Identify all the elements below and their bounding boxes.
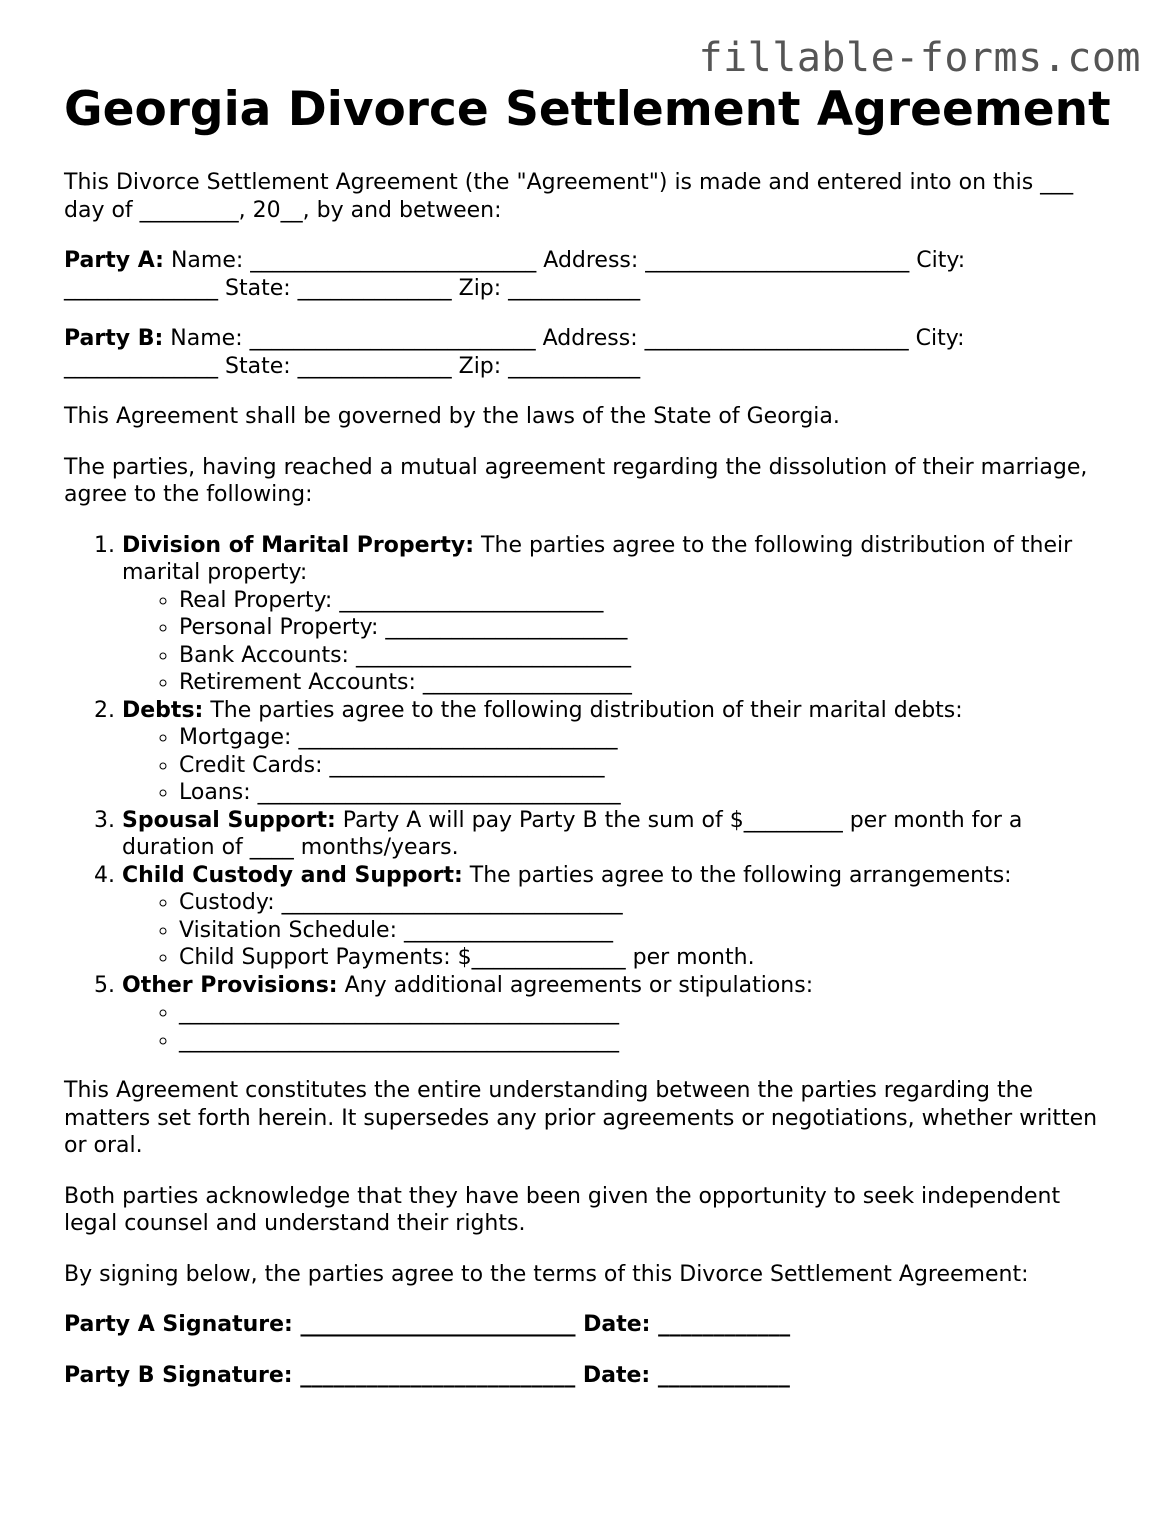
- list-item: ◦ Loans: _________________________________: [179, 779, 1114, 807]
- section-heading: Child Custody and Support:: [122, 862, 463, 888]
- list-item: ◦ Child Support Payments: $______________ per month.: [179, 944, 1114, 972]
- party-b-signature-line: Party B Signature: _________________________ Date: ____________: [64, 1362, 790, 1388]
- party-a-label: Party A:: [64, 248, 164, 273]
- section-spousal-support: [122, 807, 1114, 862]
- mutual-agreement-paragraph: The parties, having reached a mutual agreement regarding the dissolution of their marriage, agree to the following:: [64, 454, 1088, 507]
- section-heading: Spousal Support:: [122, 807, 336, 833]
- party-b-block: [64, 325, 1114, 380]
- party-a-fields: Name: __________________________ Address: ________________________ City: ______________ State: ______________ Zip: ____________: [64, 248, 966, 301]
- list-item: ◦ Credit Cards: _________________________: [179, 752, 1114, 780]
- section-heading: Other Provisions:: [122, 972, 338, 998]
- section-debts: [122, 697, 1114, 807]
- property-items: [122, 587, 1114, 697]
- list-item: ◦ Bank Accounts: _________________________: [179, 642, 1114, 670]
- custody-items: [122, 889, 1114, 972]
- list-item: ◦ Visitation Schedule: ___________________: [179, 917, 1114, 945]
- signing-intro-paragraph: By signing below, the parties agree to the terms of this Divorce Settlement Agreement:: [64, 1261, 1029, 1287]
- section-other-provisions: [122, 972, 1114, 1055]
- page-title: Georgia Divorce Settlement Agreement: [64, 82, 1111, 137]
- list-item: ◦ ________________________________________: [179, 999, 1114, 1027]
- list-item: ◦ Retirement Accounts: ___________________: [179, 669, 1114, 697]
- provisions-list: [64, 532, 1114, 1055]
- entire-agreement-paragraph: This Agreement constitutes the entire understanding between the parties regarding the matters set forth herein. It supersedes any prior agreements or negotiations, whether written or oral.: [64, 1078, 1098, 1158]
- agreement-body: [64, 169, 1114, 1412]
- party-a-signature-line: Party A Signature: _________________________ Date: ____________: [64, 1312, 791, 1337]
- section-heading: Division of Marital Property:: [122, 532, 475, 558]
- list-item: ◦ Mortgage: _____________________________: [179, 724, 1114, 752]
- debt-items: [122, 724, 1114, 807]
- section-heading: Debts:: [122, 697, 204, 723]
- section-child-custody: [122, 862, 1114, 972]
- section-text: The parties agree to the following arrangements:: [462, 862, 1012, 888]
- legal-counsel-paragraph: Both parties acknowledge that they have been given the opportunity to seek independent legal counsel and understand their rights.: [64, 1183, 1061, 1236]
- section-text: Party A will pay Party B the sum of $_________ per month for a duration of ____ months/years.: [122, 807, 1023, 860]
- list-item: ◦ Real Property: ________________________: [179, 587, 1114, 615]
- section-text: The parties agree to the following distribution of their marital debts:: [203, 697, 963, 723]
- party-b-fields: Name: __________________________ Address: ________________________ City: ______________ State: ______________ Zip: ____________: [64, 326, 965, 379]
- section-property: [122, 532, 1114, 697]
- party-b-label: Party B:: [64, 326, 164, 351]
- watermark: fillable-forms.com: [698, 35, 1141, 81]
- governing-law-paragraph: This Agreement shall be governed by the laws of the State of Georgia.: [64, 404, 840, 429]
- section-text: Any additional agreements or stipulations:: [337, 972, 814, 998]
- other-items: [122, 999, 1114, 1054]
- list-item: ◦ Personal Property: ______________________: [179, 614, 1114, 642]
- intro-paragraph: This Divorce Settlement Agreement (the "Agreement") is made and entered into on this ___ day of _________, 20__, by and between:: [64, 170, 1074, 223]
- party-a-block: [64, 247, 1114, 302]
- section-text: The parties agree to the following distribution of their marital property:: [122, 532, 1073, 585]
- list-item: ◦ Custody: _______________________________: [179, 889, 1114, 917]
- list-item: ◦ ________________________________________: [179, 1027, 1114, 1055]
